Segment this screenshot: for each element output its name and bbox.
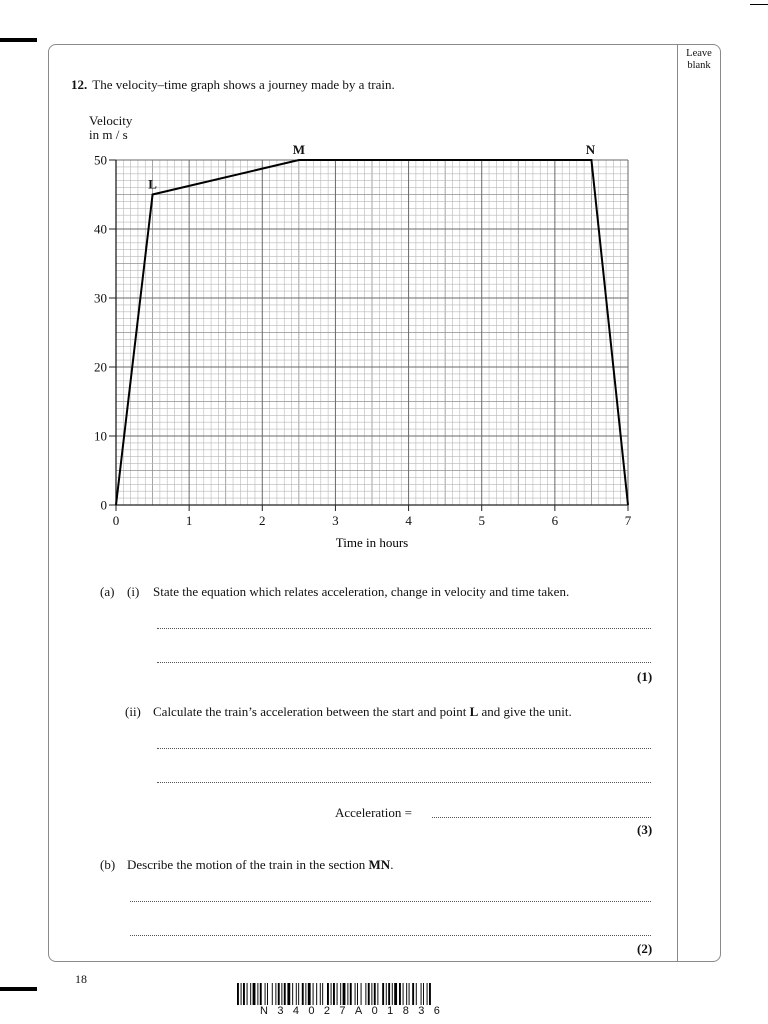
answer-line[interactable] [130, 935, 651, 936]
x-tick-label: 6 [551, 513, 559, 528]
barcode-bar [260, 983, 262, 1005]
x-tick-label: 1 [185, 513, 193, 528]
barcode-bar [331, 983, 332, 1005]
barcode-bar [394, 983, 397, 1005]
barcode-bar [308, 983, 311, 1005]
barcode-bar [272, 983, 273, 1005]
barcode-bar [368, 983, 370, 1005]
barcode-bar [287, 983, 290, 1005]
barcode-bar [429, 983, 431, 1005]
point-label-m: M [292, 142, 305, 157]
question-stem: The velocity–time graph shows a journey made by a train. [92, 77, 395, 92]
grid-minor [116, 160, 628, 505]
barcode-bar [253, 983, 256, 1005]
barcode [236, 983, 536, 1005]
barcode-bar [284, 983, 286, 1005]
barcode-bar [343, 983, 346, 1005]
part-b-text-pre: Describe the motion of the train in the section [127, 857, 369, 872]
barcode-bar [382, 983, 384, 1005]
point-label-l: L [148, 176, 157, 192]
marks-a-i: (1) [637, 669, 653, 684]
x-tick-label: 0 [112, 513, 120, 528]
marks-a-ii: (3) [637, 822, 653, 837]
marks-b: (2) [637, 941, 653, 956]
part-a-i-text: State the equation which relates acceleration, change in velocity and time taken. [153, 584, 570, 599]
part-a-i-label: (i) [127, 584, 140, 599]
barcode-bar [374, 983, 376, 1005]
part-b-text-post: . [390, 857, 394, 872]
barcode-bar [340, 983, 341, 1005]
barcode-bar [403, 983, 404, 1005]
part-a-ii-text-post: and give the unit. [478, 704, 572, 719]
x-tick-label: 2 [259, 513, 266, 528]
barcode-bar [371, 983, 372, 1005]
barcode-bar [412, 983, 414, 1005]
acceleration-answer-line[interactable] [432, 817, 651, 818]
barcode-bar [416, 983, 417, 1005]
y-tick-label: 20 [94, 359, 107, 375]
barcode-text: N34027A01836 [260, 1005, 450, 1017]
barcode-bar [423, 983, 424, 1005]
part-a-ii-text-pre: Calculate the train’s acceleration between the start and point [153, 704, 470, 719]
barcode-bar [357, 983, 358, 1005]
barcode-bar [333, 983, 335, 1005]
barcode-bar [281, 983, 282, 1005]
barcode-bar [298, 983, 299, 1005]
barcode-bar [327, 983, 329, 1005]
x-tick-label: 3 [332, 513, 339, 528]
answer-line[interactable] [157, 628, 651, 629]
page-number: 18 [75, 972, 87, 986]
y-tick-label: 40 [94, 221, 107, 237]
barcode-bar [399, 983, 401, 1005]
barcode-bar [305, 983, 306, 1005]
barcode-bar [421, 983, 422, 1005]
barcode-bar [257, 983, 258, 1005]
answer-line[interactable] [157, 662, 651, 663]
barcode-bar [350, 983, 352, 1005]
answer-line[interactable] [130, 901, 651, 902]
barcode-bar [237, 983, 239, 1005]
section-mn-ref: MN [368, 857, 391, 872]
barcode-bar [267, 983, 268, 1005]
acceleration-label: Acceleration = [335, 805, 412, 820]
point-l-ref: L [469, 704, 479, 719]
barcode-bar [265, 983, 266, 1005]
y-tick-label: 10 [94, 428, 107, 444]
x-axis-title: Time in hours [335, 535, 409, 550]
y-tick-label: 0 [100, 497, 107, 513]
barcode-bar [365, 983, 366, 1005]
barcode-bar [392, 983, 393, 1005]
part-a-ii-label: (ii) [125, 704, 141, 719]
barcode-bar [275, 983, 276, 1005]
leave-blank-label: Leave blank [686, 48, 712, 71]
y-tick-label: 30 [94, 290, 107, 306]
barcode-bar [296, 983, 297, 1005]
barcode-bar [241, 983, 242, 1005]
x-tick-label: 5 [478, 513, 485, 528]
barcode-bar [250, 983, 251, 1005]
part-a-ii-text [153, 704, 572, 720]
barcode-bar [322, 983, 323, 1005]
barcode-bar [278, 983, 280, 1005]
y-axis-title-line2: in m / s [89, 127, 128, 142]
barcode-bar [337, 983, 338, 1005]
margin-bar-bottom [0, 987, 37, 991]
barcode-bar [361, 983, 362, 1005]
barcode-bar [320, 983, 321, 1005]
barcode-bar [386, 983, 387, 1005]
answer-line[interactable] [157, 782, 651, 783]
barcode-bar [347, 983, 348, 1005]
barcode-bar [247, 983, 248, 1005]
y-axis-title-line1: Velocity [89, 113, 133, 128]
part-b-label: (b) [100, 857, 116, 872]
barcode-bar [377, 983, 378, 1005]
barcode-bar [243, 983, 245, 1005]
barcode-bar [316, 983, 317, 1005]
part-b-text [127, 857, 393, 873]
point-label-n: N [585, 142, 596, 157]
y-tick-label: 50 [94, 152, 107, 168]
barcode-bar [302, 983, 304, 1005]
question-number: 12. [71, 77, 88, 92]
barcode-bar [406, 983, 407, 1005]
barcode-bar [355, 983, 356, 1005]
answer-line[interactable] [157, 748, 651, 749]
barcode-bar [409, 983, 410, 1005]
barcode-bar [388, 983, 390, 1005]
part-a-label: (a) [100, 584, 115, 599]
x-tick-label: 4 [405, 513, 412, 528]
barcode-bar [292, 983, 293, 1005]
barcode-bar [313, 983, 314, 1005]
x-tick-label: 7 [624, 513, 632, 528]
barcode-bar [427, 983, 428, 1005]
